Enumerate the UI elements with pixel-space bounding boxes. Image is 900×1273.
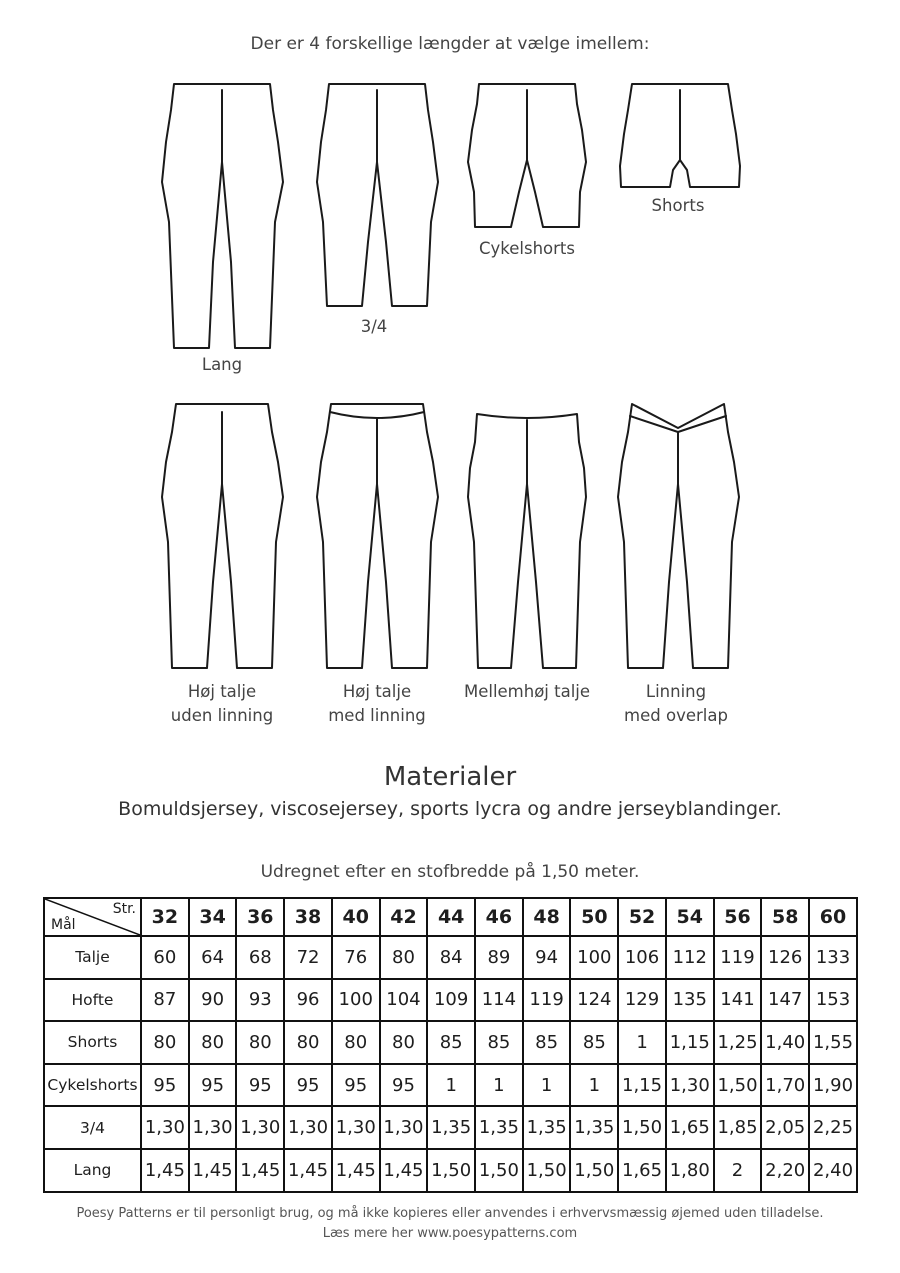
materials-title: Materialer [383,762,517,792]
value-cell: 1,70 [761,1064,809,1107]
shorts-illustration [620,82,740,192]
size-header-cell: 58 [761,898,809,936]
value-cell: 1,65 [618,1149,666,1192]
fabric-requirements-table [43,897,858,1193]
value-cell: 85 [475,1021,523,1064]
value-cell: 2,25 [809,1106,857,1149]
value-cell: 1,35 [523,1106,571,1149]
value-cell: 95 [141,1064,189,1107]
length-label-lang: Lang [201,355,243,374]
value-cell: 114 [475,979,523,1022]
value-cell: 1 [427,1064,475,1107]
table-row [44,1106,857,1149]
value-cell: 90 [189,979,237,1022]
value-cell: 1,30 [236,1106,284,1149]
value-cell: 100 [570,936,618,979]
value-cell: 1,80 [666,1149,714,1192]
size-header-cell: 36 [236,898,284,936]
table-row [44,979,857,1022]
value-cell: 85 [427,1021,475,1064]
table-row [44,1064,857,1107]
value-cell: 109 [427,979,475,1022]
copyright-notice: Poesy Patterns er til personligt brug, og må ikke kopieres eller anvendes i erhvervsmæssig øjemed uden tilladelse. [76,1206,824,1221]
value-cell: 1,45 [380,1149,428,1192]
size-header-cell: 34 [189,898,237,936]
high-waist-with-band-illustration [317,402,437,672]
row-label-cell: 3/4 [44,1106,141,1149]
value-cell: 1,50 [618,1106,666,1149]
value-cell: 1,45 [189,1149,237,1192]
value-cell: 2,40 [809,1149,857,1192]
value-cell: 1,30 [332,1106,380,1149]
value-cell: 1,25 [714,1021,762,1064]
table-caption: Udregnet efter en stofbredde på 1,50 meter. [260,862,640,882]
value-cell: 95 [236,1064,284,1107]
value-cell: 1,45 [141,1149,189,1192]
size-header-cell: 50 [570,898,618,936]
value-cell: 76 [332,936,380,979]
value-cell: 80 [236,1021,284,1064]
waist-label-line1: Linning [645,682,707,701]
value-cell: 95 [189,1064,237,1107]
corner-measure-label: Mål [51,917,76,933]
value-cell: 104 [380,979,428,1022]
overlap-waistband-illustration [618,402,738,672]
value-cell: 1 [475,1064,523,1107]
value-cell: 94 [523,936,571,979]
value-cell: 85 [570,1021,618,1064]
value-cell: 1,50 [714,1064,762,1107]
value-cell: 1,30 [380,1106,428,1149]
value-cell: 141 [714,979,762,1022]
value-cell: 87 [141,979,189,1022]
value-cell: 1,15 [618,1064,666,1107]
value-cell: 126 [761,936,809,979]
value-cell: 1,50 [570,1149,618,1192]
length-label-cykelshorts: Cykelshorts [479,239,575,258]
size-header-cell: 48 [523,898,571,936]
value-cell: 1,50 [427,1149,475,1192]
value-cell: 1,40 [761,1021,809,1064]
value-cell: 1,45 [236,1149,284,1192]
size-header-cell: 54 [666,898,714,936]
value-cell: 1 [523,1064,571,1107]
size-header-cell: 40 [332,898,380,936]
mid-rise-waist-illustration [467,412,587,672]
row-label-cell: Lang [44,1149,141,1192]
corner-size-label: Str. [112,901,136,917]
value-cell: 80 [189,1021,237,1064]
value-cell: 80 [141,1021,189,1064]
high-waist-no-band-illustration [162,402,282,672]
waist-label-line1: Mellemhøj talje [463,682,591,701]
value-cell: 2 [714,1149,762,1192]
table-row [44,1149,857,1192]
row-label-cell: Shorts [44,1021,141,1064]
table-row [44,936,857,979]
size-header-cell: 42 [380,898,428,936]
length-label-three-quarter: 3/4 [360,317,388,336]
row-label-cell: Cykelshorts [44,1064,141,1107]
value-cell: 60 [141,936,189,979]
materials-description: Bomuldsjersey, viscosejersey, sports lycra og andre jerseyblandinger. [118,798,782,820]
value-cell: 100 [332,979,380,1022]
value-cell: 2,20 [761,1149,809,1192]
length-label-shorts: Shorts [651,196,705,215]
value-cell: 112 [666,936,714,979]
value-cell: 1,85 [714,1106,762,1149]
waist-label-high-with-band [307,680,447,728]
value-cell: 1,55 [809,1021,857,1064]
value-cell: 89 [475,936,523,979]
size-header-cell: 38 [284,898,332,936]
size-header-cell: 46 [475,898,523,936]
website-reference: Læs mere her www.poesypatterns.com [322,1226,578,1241]
value-cell: 80 [284,1021,332,1064]
size-header-cell: 52 [618,898,666,936]
value-cell: 147 [761,979,809,1022]
value-cell: 80 [380,1021,428,1064]
row-label-cell: Talje [44,936,141,979]
value-cell: 1,30 [284,1106,332,1149]
value-cell: 95 [380,1064,428,1107]
legging-long-illustration [162,82,282,352]
value-cell: 1,30 [189,1106,237,1149]
value-cell: 1,35 [475,1106,523,1149]
value-cell: 95 [284,1064,332,1107]
value-cell: 119 [523,979,571,1022]
value-cell: 1,15 [666,1021,714,1064]
value-cell: 95 [332,1064,380,1107]
waist-label-line2: med overlap [624,706,728,725]
value-cell: 119 [714,936,762,979]
size-header-cell: 44 [427,898,475,936]
value-cell: 1,65 [666,1106,714,1149]
table-header-row [44,898,857,936]
value-cell: 133 [809,936,857,979]
value-cell: 1 [570,1064,618,1107]
waist-label-line1: Høj talje [342,682,412,701]
table-corner-cell [44,898,141,936]
cycling-shorts-illustration [467,82,587,232]
value-cell: 106 [618,936,666,979]
value-cell: 1,30 [141,1106,189,1149]
value-cell: 96 [284,979,332,1022]
value-cell: 1,90 [809,1064,857,1107]
value-cell: 64 [189,936,237,979]
size-header-cell: 60 [809,898,857,936]
value-cell: 80 [332,1021,380,1064]
value-cell: 135 [666,979,714,1022]
value-cell: 85 [523,1021,571,1064]
value-cell: 1,45 [332,1149,380,1192]
value-cell: 1,45 [284,1149,332,1192]
value-cell: 153 [809,979,857,1022]
value-cell: 84 [427,936,475,979]
value-cell: 1,50 [475,1149,523,1192]
value-cell: 1 [618,1021,666,1064]
value-cell: 68 [236,936,284,979]
size-header-cell: 56 [714,898,762,936]
intro-text: Der er 4 forskellige længder at vælge imellem: [250,34,650,54]
waist-label-line2: med linning [328,706,426,725]
value-cell: 1,35 [427,1106,475,1149]
value-cell: 1,50 [523,1149,571,1192]
value-cell: 72 [284,936,332,979]
size-header-cell: 32 [141,898,189,936]
value-cell: 1,35 [570,1106,618,1149]
row-label-cell: Hofte [44,979,141,1022]
waist-label-mid-rise [452,680,602,704]
legging-three-quarter-illustration [317,82,437,312]
waist-label-line2: uden linning [170,706,274,725]
value-cell: 124 [570,979,618,1022]
value-cell: 129 [618,979,666,1022]
value-cell: 2,05 [761,1106,809,1149]
waist-label-high-no-band [152,680,292,728]
value-cell: 1,30 [666,1064,714,1107]
table-row [44,1021,857,1064]
waist-label-line1: Høj talje [187,682,257,701]
value-cell: 80 [380,936,428,979]
waist-label-overlap [606,680,746,728]
value-cell: 93 [236,979,284,1022]
